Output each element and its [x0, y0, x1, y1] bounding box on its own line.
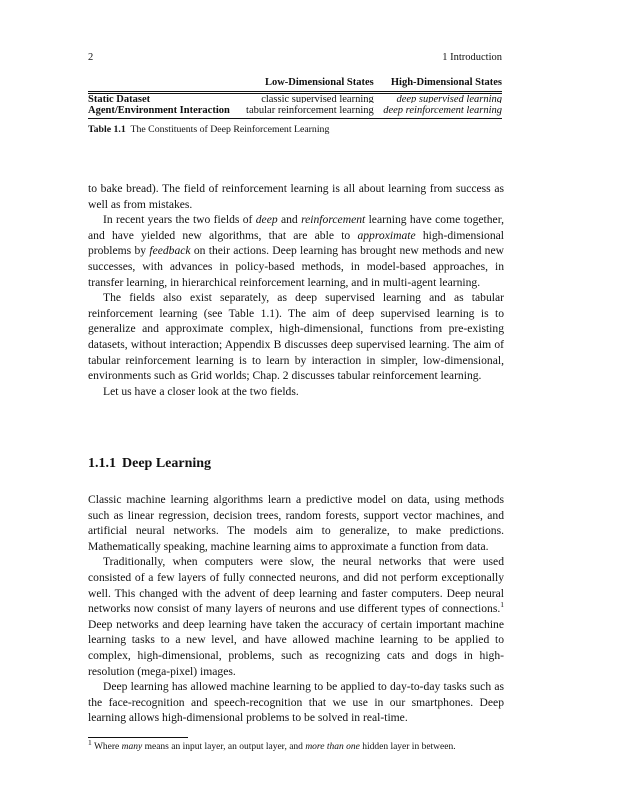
row-header: Agent/Environment Interaction — [88, 104, 236, 119]
table-cell — [236, 93, 374, 105]
table-cell-text: classic supervised learning — [261, 95, 374, 103]
section-title: Deep Learning — [122, 456, 212, 471]
paragraph: The fields also exist separately, as deep supervised learning and as tabular reinforcement learning (see Table 1.1). The aim of deep supervised learning is to generalize and approximate complex, high-dimensional, functions from pre-existing datasets, without interaction; Appendix B discusses deep supervised learning. The aim of tabular reinforcement learning is to learn by interaction in simpler, low-dimensional, environments such as Grid worlds; Chap. 2 discusses tabular reinforcement learning. — [88, 291, 504, 383]
table-cell: tabular reinforcement learning — [236, 104, 374, 119]
emphasis: approximate — [357, 228, 416, 242]
caption-text: The Constituents of Deep Reinforcement Learning — [130, 124, 330, 135]
text-run: on their actions. Deep learning has brought new methods and new successes, with advances in policy-based methods, in model-based approaches, in transfer learning, in hierarchical reinforcement learning, and in multi-agent learning. — [88, 244, 504, 289]
deep-learning-text — [88, 492, 504, 726]
table-cell: deep reinforcement learning — [374, 104, 502, 119]
row-header-text: Static Dataset — [88, 95, 151, 103]
emphasis: deep — [255, 213, 278, 227]
text-run: Where — [91, 742, 122, 752]
paragraph — [88, 212, 504, 290]
text-run: and — [277, 213, 302, 227]
table-corner — [88, 76, 236, 93]
text-run: means an input layer, an output layer, and — [142, 742, 306, 752]
footnote-number: 1 — [88, 737, 92, 747]
text-run: Deep networks and deep learning have taken the accuracy of certain important machine learning tasks to a new level, and have allowed machine learning to be applied to complex, high-dimensional, problems, such as recognizing cats and dogs in high-resolution (mega-pixel) images. — [88, 617, 504, 678]
section-heading — [88, 456, 211, 472]
row-header — [88, 93, 236, 105]
footnote-marker[interactable]: 1 — [500, 600, 504, 610]
text-run: high-dimensional problems by — [88, 228, 504, 258]
table-cell-text: deep supervised learning — [396, 95, 502, 103]
column-header-high: High-Dimensional States — [390, 77, 502, 88]
table-row — [88, 104, 502, 119]
page-header — [88, 52, 502, 66]
footnote — [88, 737, 508, 752]
emphasis: feedback — [149, 244, 191, 258]
column-header-low: Low-Dimensional States — [264, 77, 374, 88]
intro-text — [88, 181, 504, 399]
constituents-table — [88, 76, 502, 119]
table-caption — [88, 124, 329, 135]
table-cell — [374, 93, 502, 105]
table-row — [88, 93, 502, 105]
text-run: Traditionally, when computers were slow, the neural networks that were used consisted of a few layers of fully connected neurons, and did not perform exceptionally well. This changed with the advent of deep learning and faster computers. Deep neural networks now consist of many layers of neurons and use different types of connections. — [88, 555, 504, 616]
paragraph: Let us have a closer look at the two fields. — [103, 384, 299, 398]
paragraph — [88, 554, 504, 679]
caption-label: Table 1.1 — [88, 124, 126, 135]
running-head: 1 Introduction — [442, 52, 502, 63]
emphasis: more than one — [305, 742, 360, 752]
footnote-rule — [88, 737, 188, 738]
text-run: In recent years the two fields of — [103, 213, 256, 227]
paragraph: to bake bread). The field of reinforcement learning is all about learning from success as well as from mistakes. — [88, 182, 504, 211]
section-number: 1.1.1 — [88, 456, 116, 471]
text-run: learning have come together, and have yielded new algorithms, that are able to — [88, 213, 504, 242]
paragraph: Deep learning has allowed machine learning to be applied to day-to-day tasks such as the face-recognition and speech-recognition that we use in our smartphones. Deep learning allows high-dimensional problems to be solved in real-time. — [88, 680, 504, 725]
text-run: hidden layer in between. — [359, 742, 456, 752]
page-number: 2 — [88, 52, 94, 63]
paragraph: Classic machine learning algorithms learn a predictive model on data, using methods such as linear regression, decision trees, random forests, support vector machines, and artificial neural networks. The models aim to generalize, to make predictions. Mathematically speaking, machine learning aims to approximate a function from data. — [88, 493, 504, 553]
emphasis: reinforcement — [301, 213, 366, 227]
table-header-row — [88, 76, 502, 93]
emphasis: many — [121, 742, 143, 752]
